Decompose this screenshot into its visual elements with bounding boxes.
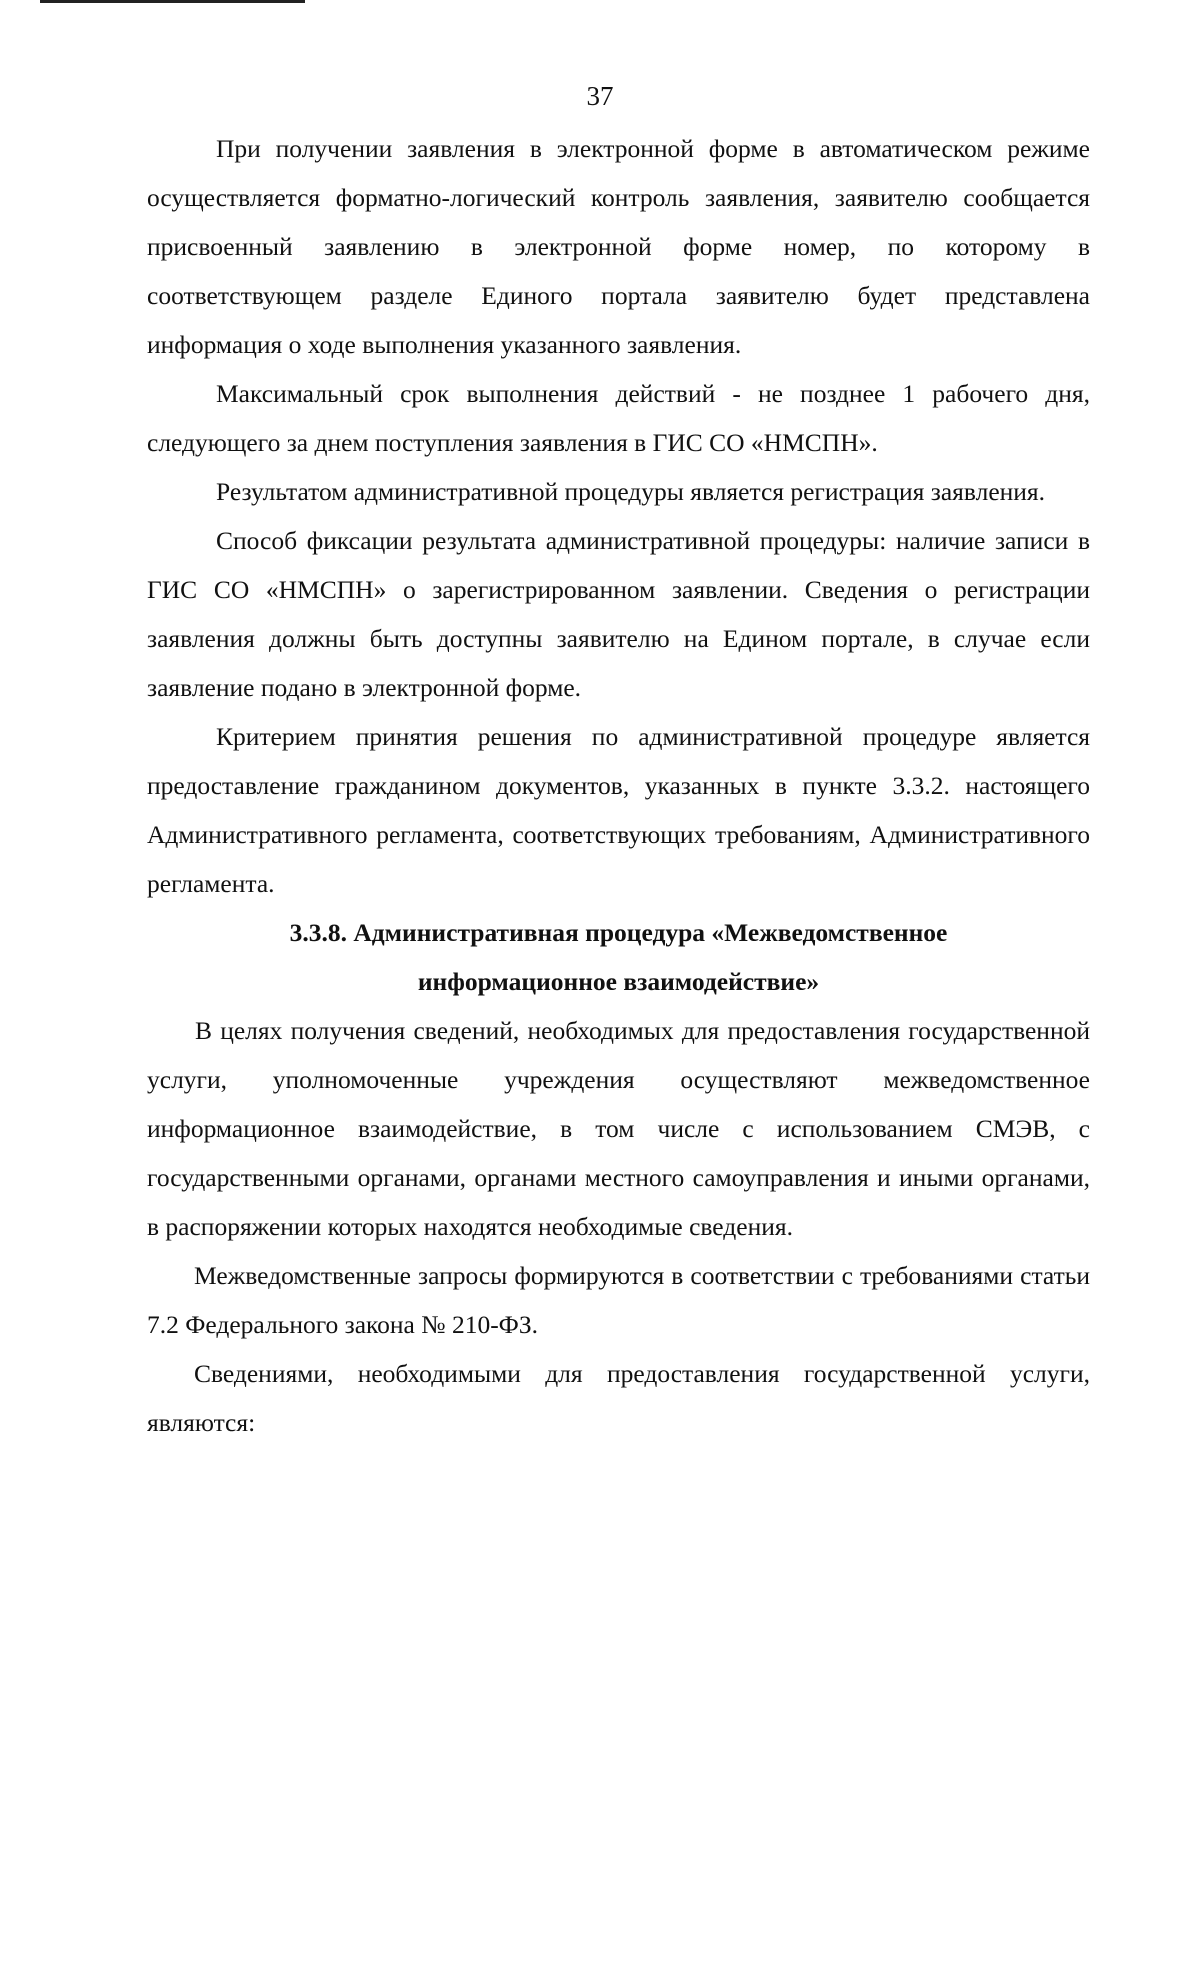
paragraph-interagency: В целях получения сведений, необходимых для предоставления государственной услуги, уполномоченные учреждения осуществляют межведомственное информационное взаимодействие, в том числе с использованием СМЭВ, с государственными органами, органами местного самоуправления и иными органами, в распоряжении которых находятся необходимые сведения.	[147, 1016, 1090, 1241]
document-body	[147, 124, 1090, 1447]
section-heading	[147, 908, 1090, 1006]
section-heading-line-2: информационное взаимодействие»	[417, 967, 820, 996]
paragraph-required-info: Сведениями, необходимыми для предоставления государственной услуги, являются:	[147, 1359, 1090, 1437]
paragraph-fixation-method: Способ фиксации результата административной процедуры: наличие записи в ГИС СО «НМСПН» о зарегистрированном заявлении. Сведения о регистрации заявления должны быть доступны заявителю на Едином портале, в случае если заявление подано в электронной форме.	[147, 526, 1090, 702]
paragraph-decision-criterion: Критерием принятия решения по административной процедуре является предоставление гражданином документов, указанных в пункте 3.3.2. настоящего Административного регламента, соответствующих требованиям, Административного регламента.	[147, 722, 1090, 898]
section-heading-line-1: 3.3.8. Административная процедура «Межведомственное	[289, 918, 948, 947]
paragraph-electronic-form: При получении заявления в электронной форме в автоматическом режиме осуществляется форматно-логический контроль заявления, заявителю сообщается присвоенный заявлению в электронной форме номер, по которому в соответствующем разделе Единого портала заявителю будет представлена информация о ходе выполнения указанного заявления.	[147, 134, 1090, 359]
scan-edge-mark	[40, 0, 305, 3]
paragraph-result: Результатом административной процедуры является регистрация заявления.	[216, 477, 1046, 506]
paragraph-max-term: Максимальный срок выполнения действий - не позднее 1 рабочего дня, следующего за днем поступления заявления в ГИС СО «НМСПН».	[147, 379, 1090, 457]
paragraph-requests: Межведомственные запросы формируются в соответствии с требованиями статьи 7.2 Федерального закона № 210-ФЗ.	[147, 1261, 1090, 1339]
page-number: 37	[586, 81, 614, 111]
